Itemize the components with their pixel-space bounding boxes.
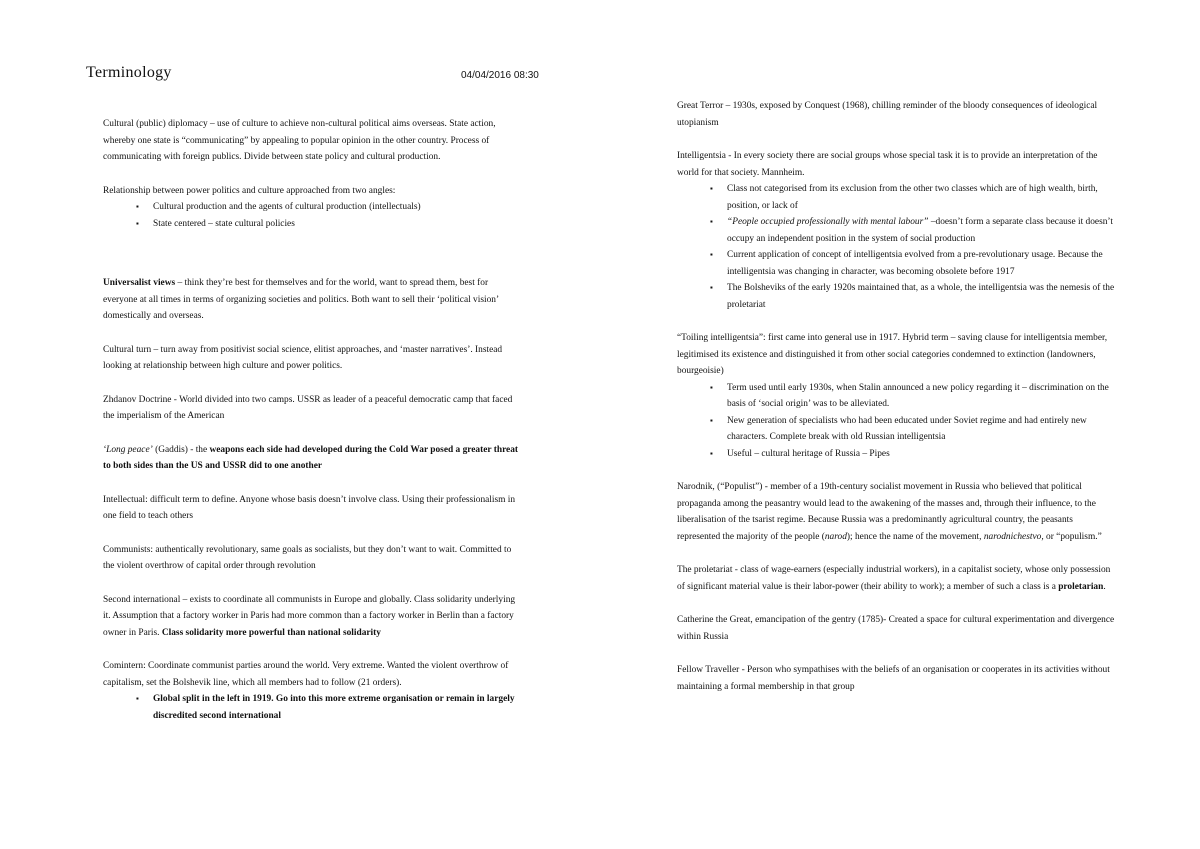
zhdanov-paragraph: Zhdanov Doctrine - World divided into two camps. USSR as leader of a peaceful democratic camp that faced the imperialism of the American (103, 394, 513, 421)
second-international-text: Second international – exists to coordinate all communists in Europe and globally. Class solidarity underlying it. Assumption that a factory worker in Paris had more common than a factory worker in Berlin than a factory owner in Paris. (103, 594, 516, 638)
intelligentsia-paragraph: Intelligentsia - In every society there are social groups whose special task it is to provide an interpretation of the world for that society. Mannheim. (677, 151, 1098, 178)
narodnik-text-c: or “populism.” (1043, 531, 1102, 542)
fellow-traveller-paragraph: Fellow Traveller - Person who sympathises with the beliefs of an organisation or cooperates in its activities without maintaining a formal membership in that group (677, 665, 1110, 692)
proletariat-end: . (1103, 581, 1106, 592)
long-peace-term: ‘Long peace’ (103, 444, 153, 455)
universalist-text: – think they’re best for themselves and for the world, want to spread them, best for everyone at all times in terms of organizing societies and politics. Both want to sell their ‘political vision’ domestically and overseas. (103, 278, 499, 321)
list-item: ▪ State centered – state cultural policies (153, 216, 523, 233)
communists-paragraph: Communists: authentically revolutionary, same goals as socialists, but they don’t want to wait. Committed to the violent overthrow of capital order through revolution (103, 544, 512, 571)
narodnik-text-b: ); hence the name of the movement, (846, 531, 984, 542)
proletariat-text: The proletariat - class of wage-earners (especially industrial workers), in a capitalist society, whose only possession of significant material value is their labor-power (their ability to work); a member of such a class is a (677, 565, 1111, 592)
relationship-intro: Relationship between power politics and culture approached from two angles: (103, 185, 396, 196)
second-international-paragraph (103, 592, 523, 642)
universalist-paragraph (103, 275, 523, 325)
narodnik-narod: narod (824, 531, 847, 542)
cultural-turn-paragraph: Cultural turn – turn away from positivist social science, elitist approaches, and ‘master narratives’. Instead looking at relationship between high culture and power politics. (103, 344, 503, 371)
page-date: 04/04/2016 08:30 (461, 70, 539, 81)
list-item: ▪ New generation of specialists who had been educated under Soviet regime and had entirely new characters. Complete break with old Russian intelligentsia (727, 413, 1117, 446)
great-terror-paragraph: Great Terror – 1930s, exposed by Conquest (1968), chilling reminder of the bloody consequences of ideological utopianism (677, 101, 1098, 128)
toiling-intelligentsia-paragraph: “Toiling intelligentsia”: first came into general use in 1917. Hybrid term – saving clause for intelligentsia member, legitimised its existence and distinguished it from other social categories condemned to extinction (landowners, bourgeoisie) (677, 333, 1108, 376)
toiling-list (677, 380, 1117, 463)
relationship-list (103, 199, 523, 232)
intelligentsia-quote-text: –doesn’t form a separate class because it doesn’t occupy an independent position in the system of social production (727, 217, 1113, 244)
intelligentsia-quote: “People occupied professionally with mental labour” (727, 217, 929, 227)
narodnik-narodnichestvo: narodnichestvo, (983, 531, 1044, 542)
list-item (727, 214, 1117, 247)
list-item: ▪ The Bolsheviks of the early 1920s maintained that, as a whole, the intelligentsia was the nemesis of the proletariat (727, 280, 1117, 313)
list-item: ▪ Cultural production and the agents of cultural production (intellectuals) (153, 199, 523, 216)
list-item: ▪ Term used until early 1930s, when Stalin announced a new policy regarding it – discrimination on the basis of ‘social origin’ was to be alleviated. (727, 380, 1117, 413)
long-peace-paragraph (103, 442, 523, 475)
left-column (103, 116, 523, 724)
list-item (153, 691, 523, 724)
long-peace-source: (Gaddis) - the (152, 444, 210, 455)
proletarian-term: proletarian (1058, 581, 1104, 592)
cultural-diplomacy-paragraph: Cultural (public) diplomacy – use of culture to achieve non-cultural political aims overseas. State action, whereby one state is “communicating” by appealing to popular opinion in the other country. Process of communicating with foreign publics. Divide between state policy and cultural production. (103, 119, 496, 162)
universalist-term: Universalist views (103, 278, 176, 288)
list-item: ▪ Current application of concept of intelligentsia evolved from a pre-revolutionary usage. Because the intelligentsia was changing in character, was becoming obsolete before 1917 (727, 247, 1117, 280)
page-title: Terminology (86, 64, 172, 81)
narodnik-paragraph (677, 479, 1117, 545)
narodnik-text-a: Narodnik, (“Populist”) - member of a 19th-century socialist movement in Russia who believed that political propaganda among the peasantry would lead to the awakening of the masses and, through their influence, to the liberalisation of the tsarist regime. Because Russia was a predominantly agricultural country, the peasants represented the majority of the people ( (677, 482, 1096, 542)
list-item: ▪ Useful – cultural heritage of Russia – Pipes (727, 446, 1117, 463)
intelligentsia-list (677, 181, 1117, 313)
comintern-list (103, 691, 523, 724)
right-column (677, 98, 1117, 695)
intellectual-paragraph: Intellectual: difficult term to define. Anyone whose basis doesn’t involve class. Using their professionalism in one field to teach others (103, 494, 516, 521)
comintern-item-text: Global split in the left in 1919. Go into this more extreme organisation or remain in largely discredited second international (153, 694, 515, 721)
comintern-paragraph: Comintern: Coordinate communist parties around the world. Very extreme. Wanted the violent overthrow of capitalism, set the Bolshevik line, which all members had to follow (21 orders). (103, 661, 509, 688)
long-peace-definition: weapons each side had developed during the Cold War posed a greater threat to both sides than the US and USSR did to one another (103, 444, 519, 471)
catherine-paragraph: Catherine the Great, emancipation of the gentry (1785)- Created a space for cultural experimentation and divergence within Russia (677, 615, 1115, 642)
second-international-emphasis: Class solidarity more powerful than national solidarity (161, 627, 381, 638)
list-item: ▪ Class not categorised from its exclusion from the other two classes which are of high wealth, birth, position, or lack of (727, 181, 1117, 214)
proletariat-paragraph (677, 562, 1117, 595)
